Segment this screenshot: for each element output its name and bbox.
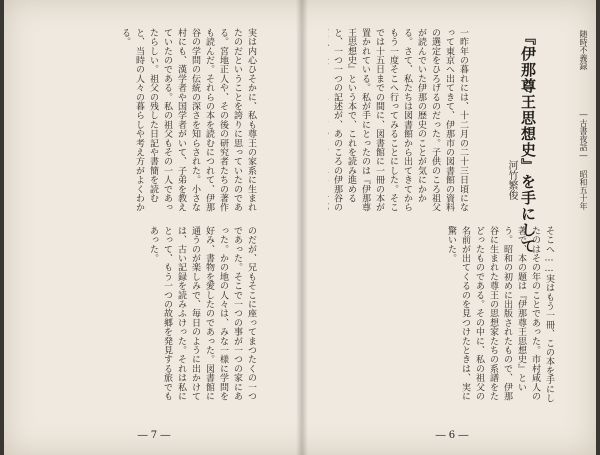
left-page-lower-text xyxy=(40,226,286,404)
date-note: 昭和五十年 xyxy=(579,170,588,210)
running-head: 随時不義録 xyxy=(579,30,588,70)
article-author: 河竹繁俊 xyxy=(506,160,517,200)
right-page xyxy=(308,0,596,455)
series-note: ―古書夜話― xyxy=(579,110,588,160)
left-page-upper-text xyxy=(40,28,286,218)
right-page-lower-body: そこへ……実はもう一冊、この本を手にしたのはその年のことであった。市村咸人の著で、本の題は『伊那尊王思想史』という。昭和の初めに出版されたもので、伊那谷に生まれた尊王の思想家たちの系譜をたどったものである。その中に、私の祖父の名前が出てくるのを見つけたときは、実に驚いた。 xyxy=(446,226,554,403)
book-gutter xyxy=(296,0,308,455)
left-page-number: ― 7 ― xyxy=(137,430,171,441)
left-page-lower-body: のだが、兄もそこに座ってまつたくの一つであった。そこで一つの事が一つの家にあった。かの地の人々は、みな一様に学問を好み、書物を愛したのであった。図書館に通うのが楽しみで、毎日のように出かけては、古い記録を読みふけった。それは私にとって、もう一つの故郷を発見する旅でもあった。 xyxy=(148,226,256,401)
right-page-number: ― 6 ― xyxy=(435,430,469,441)
right-page-intro xyxy=(544,28,572,208)
right-page-lower-text xyxy=(328,226,584,404)
book-spread xyxy=(4,0,596,455)
right-page-upper-text xyxy=(328,28,498,218)
article-title: 『伊那尊王思想史』を手にして xyxy=(519,30,537,254)
left-page-body: 実は内心ひそかに、私も尊王の家系に生まれたのだということを誇りに思っていたのである。宮地正人や、その後の研究者たちの著作も読んだ。それらの本を読むにつれて、伊那谷の学問の伝統の深さを知らされた。小さな村にも、漢学者や国学者がいて、子弟を教えていたのである。私の祖父もその一人であったらしい。祖父の残した日記や書簡を読むと、当時の人々の暮らしや考え方がよくわかる。 xyxy=(120,28,256,212)
left-page xyxy=(4,0,296,455)
right-page-body: 一昨年の暮れには、十二月の二十三日頃になって東京へ出てきて、伊那市の図書館の資料の選定をひろげるのだった。子供のころ祖父が読んでいた伊那の歴史のことが気にかかる。さて、私たちは図書館から出てきてからもう一度そこへ行ってみることにした。そこでは十五日までの間に、図書館に一冊の本が置かれている。私が手にとったのは『伊那尊王思想史』という本で、これを読み進めると、一つ一つの記述が、あのころの伊那谷の xyxy=(332,28,468,212)
